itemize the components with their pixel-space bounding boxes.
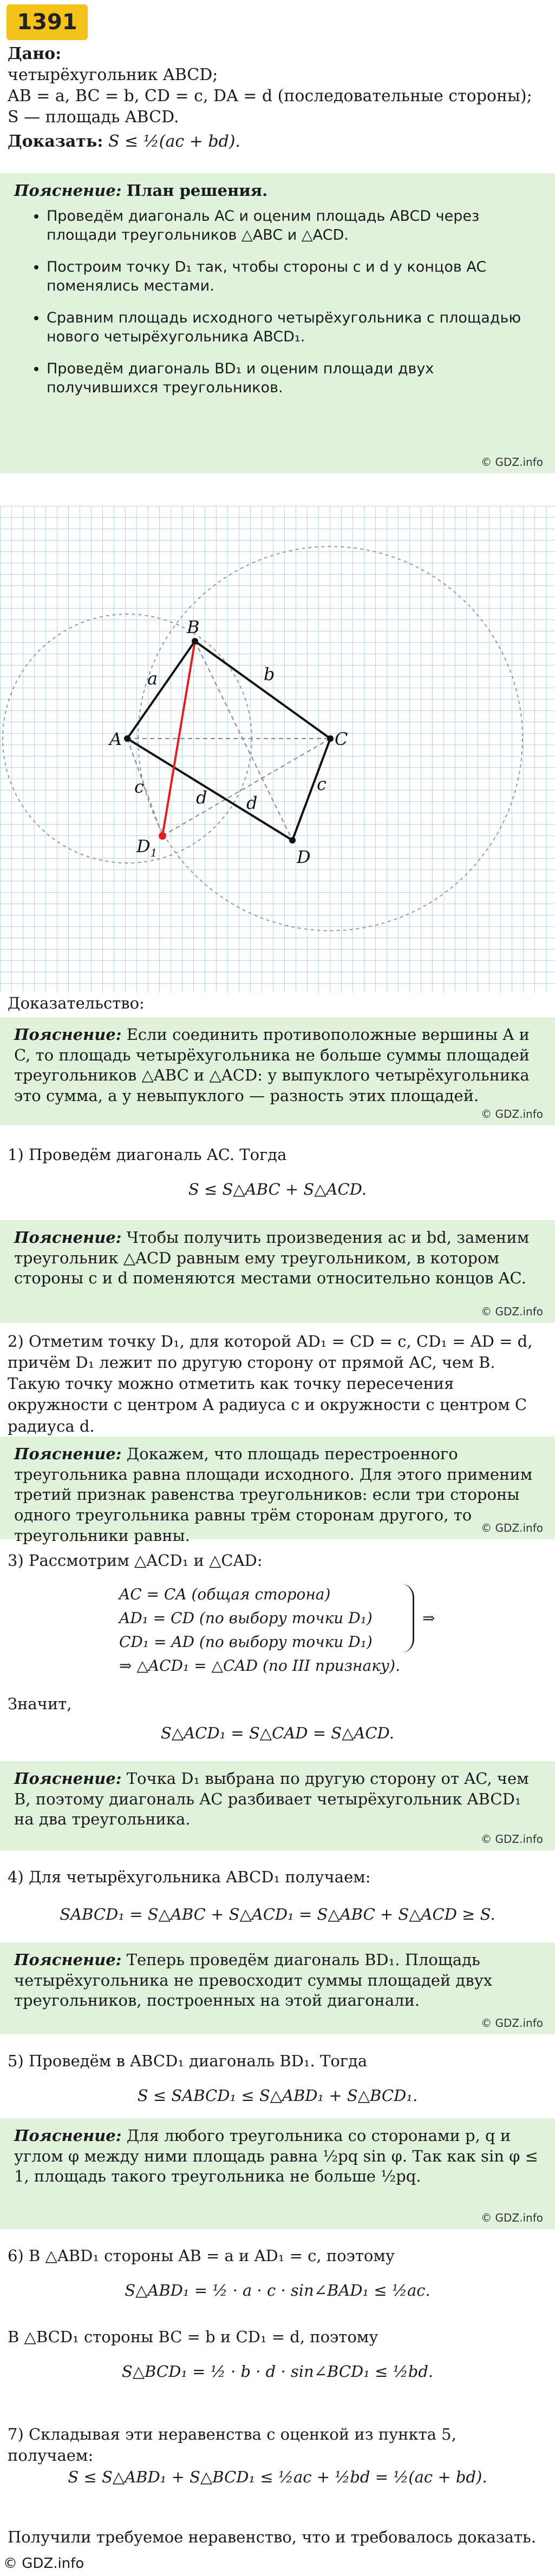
- point-b: [192, 638, 198, 644]
- note-lead: Пояснение:: [14, 1025, 122, 1044]
- given-line: S — площадь ABCD.: [8, 108, 179, 127]
- given-section: [8, 43, 549, 152]
- source-credit: © GDZ.info: [481, 1521, 543, 1534]
- plan-item: • Сравним площадь исходного четырёхугольника с площадью нового четырёхугольника ABCD₁.: [47, 308, 541, 346]
- explanation-note: [0, 1942, 555, 2034]
- label-side-c-right: c: [317, 774, 327, 794]
- label-a: A: [109, 729, 122, 749]
- source-credit: © GDZ.info: [481, 1305, 543, 1318]
- point-c: [327, 735, 334, 742]
- explanation-note: [0, 1220, 555, 1323]
- note-text: Теперь проведём диагональ BD₁. Площадь четырёхугольника не превосходит суммы площадей двух треугольников, построенных на этой диагонали.: [14, 1951, 493, 2010]
- label-c: C: [335, 729, 348, 749]
- label-d1-main: D: [136, 836, 151, 857]
- note-text: Докажем, что площадь перестроенного треугольника равна площади исходного. Для этого применим третий признак равенства треугольников: если три стороны одного треугольника равны трём сторонам другого, то треугольники равны.: [14, 1445, 533, 1545]
- note-text: Если соединить противоположные вершины A и C, то площадь четырёхугольника не больше суммы площадей треугольников △ABC и △ACD: у выпуклого четырёхугольника это сумма, а у невыпуклого — разность этих площадей.: [14, 1025, 530, 1105]
- step-4: 4) Для четырёхугольника ABCD₁ получаем:: [8, 1868, 371, 1886]
- label-side-d-right: d: [246, 793, 258, 813]
- source-credit: © GDZ.info: [481, 1833, 543, 1846]
- label-d: D: [297, 847, 311, 867]
- source-credit: © GDZ.info: [481, 456, 543, 469]
- note-lead: Пояснение:: [14, 181, 122, 200]
- geometry-figure: [0, 506, 555, 993]
- step-2: 2) Отметим точку D₁, для которой AD₁ = CD = c, CD₁ = AD = d, причём D₁ лежит по другую сторону от прямой AC, чем B. Такую точку можно отметить как точку пересечения окружности с центром A радиуса c и окружности с центром C радиуса d.: [8, 1332, 533, 1435]
- plan-list: [14, 207, 541, 398]
- step-3: 3) Рассмотрим △ACD₁ и △CAD:: [8, 1551, 263, 1570]
- side-bc: [195, 641, 330, 739]
- note-lead: Пояснение:: [14, 1445, 122, 1463]
- step-6: 6) В △ABD₁ стороны AB = a и AD₁ = c, поэтому: [8, 2246, 395, 2265]
- proof-title: Доказательство:: [8, 994, 145, 1012]
- label-d1-sub: 1: [150, 846, 158, 859]
- final-conclusion: Получили требуемое неравенство, что и требовалось доказать.: [8, 2528, 536, 2546]
- system-line: AD₁ = CD (по выбору точки D₁): [119, 1609, 373, 1627]
- plan-header: [14, 181, 541, 201]
- segment-c-d1: [162, 739, 330, 836]
- side-da: [127, 739, 292, 840]
- formula-6b: S△BCD₁ = ½ · b · d · sin∠BCD₁ ≤ ½bd.: [121, 2362, 434, 2381]
- prove-statement: [8, 131, 549, 152]
- system-line: CD₁ = AD (по выбору точки D₁): [119, 1633, 373, 1651]
- note-text: Чтобы получить произведения ac и bd, заменим треугольник △ACD равным ему треугольником, в котором стороны c и d поменяются местами относительно концов AC.: [14, 1228, 530, 1288]
- plan-item: • Проведём диагональ BD₁ и оценим площади двух получившихся треугольников.: [47, 359, 541, 397]
- note-lead: Пояснение:: [14, 2126, 122, 2145]
- plan-item: • Проведём диагональ AC и оценим площадь ABCD через площади треугольников △ABC и △ACD.: [47, 207, 541, 245]
- system-result: ⇒ △ACD₁ = △CAD (по III признаку).: [119, 1657, 400, 1675]
- source-credit: © GDZ.info: [481, 2211, 543, 2224]
- note-lead: Пояснение:: [14, 1769, 122, 1788]
- point-d: [289, 837, 296, 844]
- label-side-a: a: [147, 668, 158, 689]
- label-side-d-left: d: [196, 787, 207, 808]
- formula-4: SABCD₁ = S△ABC + S△ACD₁ = S△ABC + S△ACD ≥ S.: [60, 1905, 495, 1923]
- conclusion-word: Значит,: [8, 1695, 72, 1713]
- given-title: Дано:: [8, 44, 62, 63]
- note-text: Точка D₁ выбрана по другую сторону от AC, чем B, поэтому диагональ AC разбивает четырёхугольник ABCD₁ на два треугольника.: [14, 1769, 529, 1829]
- note-lead: Пояснение:: [14, 1951, 122, 1969]
- formula-1: S ≤ S△ABC + S△ACD.: [188, 1180, 367, 1198]
- system-brace: [401, 1584, 414, 1653]
- formula-6: S△ABD₁ = ½ · a · c · sin∠BAD₁ ≤ ½ac.: [125, 2281, 430, 2300]
- source-credit: © GDZ.info: [481, 1108, 543, 1121]
- step-1: 1) Проведём диагональ AC. Тогда: [8, 1145, 287, 1164]
- label-b: B: [187, 617, 200, 637]
- label-side-c-left: c: [134, 776, 144, 797]
- congruence-system: [119, 1583, 531, 1680]
- label-side-b: b: [264, 664, 275, 684]
- system-line: AC = CA (общая сторона): [119, 1585, 331, 1603]
- explanation-note: [0, 1017, 555, 1125]
- system-arrow: ⇒: [422, 1609, 435, 1627]
- prove-label: Доказать:: [8, 132, 103, 151]
- figure-grid: [0, 506, 555, 993]
- step-6b: В △BCD₁ стороны BC = b и CD₁ = d, поэтому: [8, 2328, 378, 2346]
- prove-text: S ≤ ½(ac + bd).: [108, 132, 241, 151]
- plan-item: • Построим точку D₁ так, чтобы стороны c и d у концов AC поменялись местами.: [47, 258, 541, 295]
- source-credit: © GDZ.info: [481, 2017, 543, 2030]
- point-a: [124, 735, 130, 742]
- formula-5: S ≤ SABCD₁ ≤ S△ABD₁ + S△BCD₁.: [137, 2086, 418, 2105]
- note-text: Для любого треугольника со сторонами p, q и углом φ между ними площадь равна ½pq sin φ. Так как sin φ ≤ 1, площадь такого треугольника не больше ½pq.: [14, 2126, 538, 2186]
- label-d1: [136, 836, 157, 859]
- step-7: 7) Складывая эти неравенства с оценкой из пункта 5, получаем:: [8, 2425, 456, 2465]
- plan-note: [0, 173, 555, 473]
- given-line: четырёхугольник ABCD;: [8, 65, 218, 84]
- footer-credit: © GDZ.info: [3, 2555, 84, 2572]
- given-line: AB = a, BC = b, CD = c, DA = d (последовательные стороны);: [8, 87, 532, 106]
- note-lead: Пояснение:: [14, 1228, 122, 1247]
- step-5: 5) Проведём в ABCD₁ диагональ BD₁. Тогда: [8, 2052, 368, 2070]
- explanation-note: [0, 1761, 555, 1850]
- formula-3: S△ACD₁ = S△CAD = S△ACD.: [161, 1724, 394, 1742]
- problem-number-badge: 1391: [6, 4, 88, 40]
- point-d1: [159, 832, 166, 840]
- plan-title: План решения.: [126, 181, 268, 200]
- side-ab: [127, 641, 195, 739]
- formula-7: S ≤ S△ABD₁ + S△BCD₁ ≤ ½ac + ½bd = ½(ac + bd).: [68, 2468, 487, 2486]
- explanation-note: [0, 2118, 555, 2229]
- explanation-note: [0, 1437, 555, 1545]
